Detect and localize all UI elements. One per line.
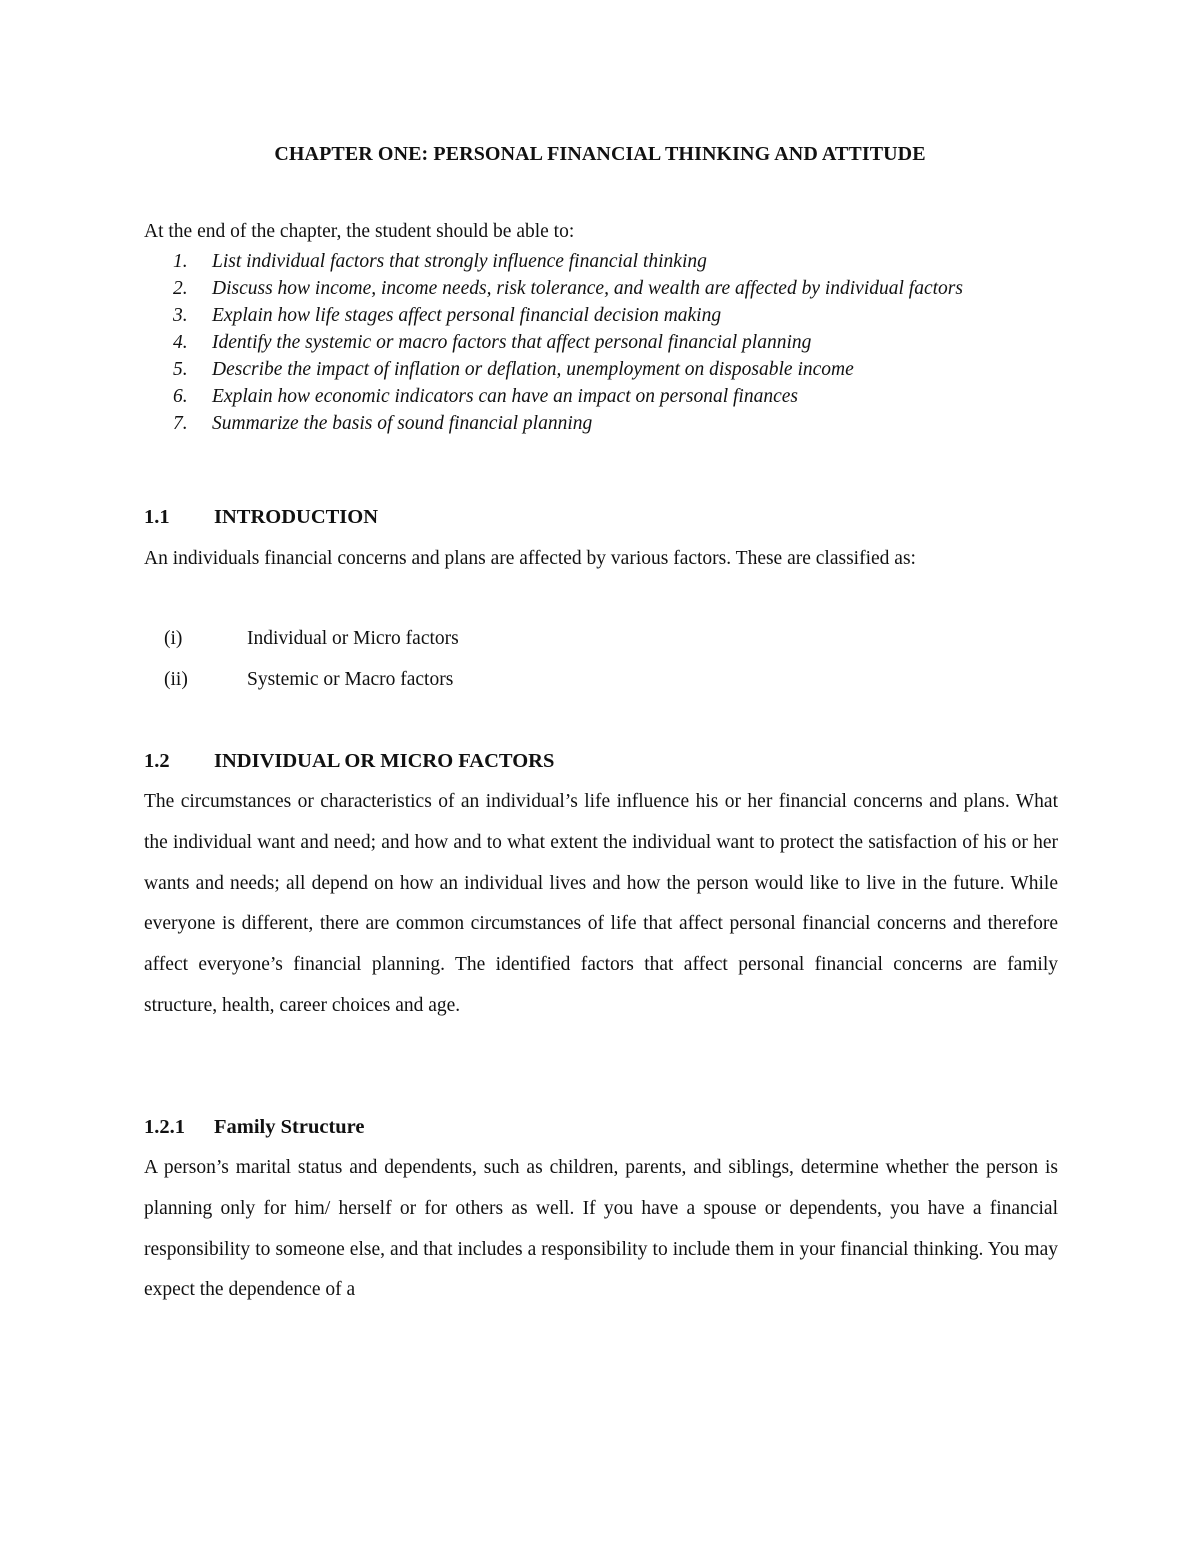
objective-item [144, 329, 1064, 356]
objective-item [144, 248, 1064, 275]
factor-number: (i) [164, 628, 183, 649]
objective-number: 6. [173, 386, 188, 407]
objective-text: Discuss how income, income needs, risk tolerance, and wealth are affected by individual factors [212, 278, 963, 299]
objectives-list [144, 248, 1064, 437]
section-heading-family-structure [144, 1116, 365, 1139]
section-heading-introduction [144, 506, 378, 529]
objective-item [144, 275, 1064, 302]
objective-number: 7. [173, 413, 188, 434]
objective-text: Describe the impact of inflation or deflation, unemployment on disposable income [212, 359, 854, 380]
section-number: 1.1 [144, 506, 170, 528]
section-number: 1.2.1 [144, 1116, 185, 1138]
section-number: 1.2 [144, 750, 170, 772]
family-structure-paragraph: A person’s marital status and dependents, such as children, parents, and siblings, determine whether the person is planning only for him/ herself or for others as well. If you have a spouse or dependents, you have a financial responsibility to someone else, and that includes a responsibility to include them in your financial thinking. You may expect the dependence of a [144, 1157, 1058, 1301]
objectives-intro: At the end of the chapter, the student should be able to: [144, 221, 575, 242]
individual-factors-paragraph: The circumstances or characteristics of an individual’s life influence his or her financial concerns and plans. What the individual want and need; and how and to what extent the individual want to protect the satisfaction of his or her wants and needs; all depend on how an individual lives and how the person would like to live in the future. While everyone is different, there are common circumstances of life that affect personal financial concerns and therefore affect everyone’s financial planning. The identified factors that affect personal financial concerns are family structure, health, career choices and age. [144, 791, 1058, 1016]
objective-number: 2. [173, 278, 188, 299]
section-title: INDIVIDUAL OR MICRO FACTORS [214, 750, 555, 772]
factor-text: Individual or Micro factors [247, 628, 459, 649]
objective-item [144, 302, 1064, 329]
objective-item [144, 410, 1064, 437]
objective-text: Identify the systemic or macro factors that affect personal financial planning [212, 332, 812, 353]
objective-number: 4. [173, 332, 188, 353]
objective-number: 3. [173, 305, 188, 326]
section-title: Family Structure [214, 1116, 365, 1138]
objective-text: Explain how economic indicators can have an impact on personal finances [212, 386, 798, 407]
objective-item [144, 356, 1064, 383]
objective-text: List individual factors that strongly influence financial thinking [212, 251, 707, 272]
factor-number: (ii) [164, 669, 188, 690]
factor-list-item [164, 628, 459, 650]
introduction-paragraph: An individuals financial concerns and plans are affected by various factors. These are classified as: [144, 548, 916, 569]
objective-text: Summarize the basis of sound financial planning [212, 413, 593, 434]
section-heading-individual-factors [144, 750, 554, 773]
objective-number: 1. [173, 251, 188, 272]
chapter-title: CHAPTER ONE: PERSONAL FINANCIAL THINKING AND ATTITUDE [274, 143, 926, 165]
objective-text: Explain how life stages affect personal financial decision making [212, 305, 722, 326]
factor-text: Systemic or Macro factors [247, 669, 454, 690]
objective-item [144, 383, 1064, 410]
factor-list-item [164, 669, 453, 691]
objective-number: 5. [173, 359, 188, 380]
section-title: INTRODUCTION [214, 506, 379, 528]
